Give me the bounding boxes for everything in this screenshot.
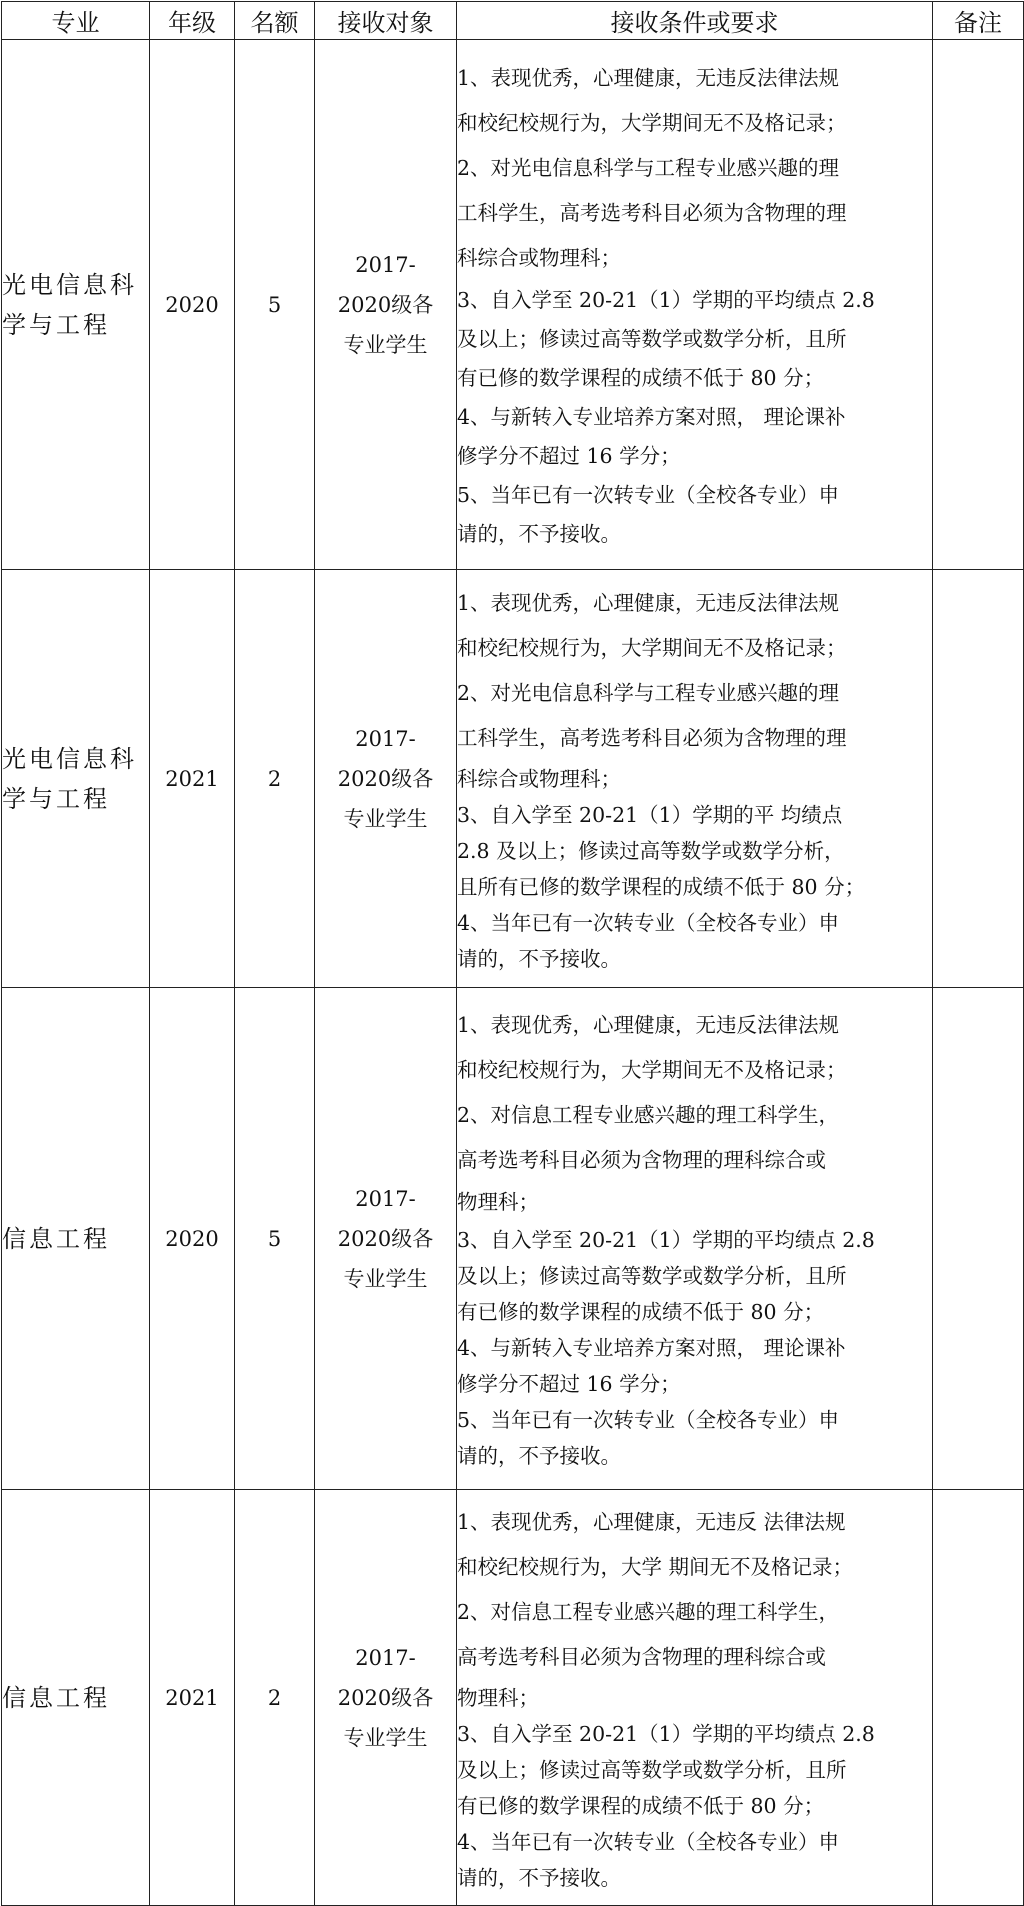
requirement-line: 修学分不超过 16 学分； <box>457 1372 681 1396</box>
requirements-cell <box>457 40 933 570</box>
requirement-line: 请的，不予接收。 <box>457 1865 621 1890</box>
requirement-line: 2.8 及以上；修读过高等数学或数学分析， <box>457 838 845 863</box>
target-text: 2017-2020级各专业学生 <box>337 1186 434 1291</box>
requirements-cell <box>457 988 933 1490</box>
requirement-line: 3、自入学至 20-21（1）学期的平均绩点 2.8 <box>457 1228 875 1252</box>
grade-cell: 2020 <box>150 40 235 570</box>
requirement-line: 2、对光电信息科学与工程专业感兴趣的理 <box>457 155 840 180</box>
requirement-line: 请的，不予接收。 <box>457 1444 621 1468</box>
grade-cell: 2021 <box>150 1490 235 1906</box>
requirements-cell <box>457 570 933 988</box>
requirement-line: 科综合或物理科； <box>457 766 621 791</box>
quota-cell: 5 <box>235 40 315 570</box>
requirement-line: 工科学生，高考选考科目必须为含物理的理 <box>457 725 847 750</box>
major-cell: 光电信息科学与工程 <box>2 570 150 988</box>
requirement-line: 4、当年已有一次转专业（全校各专业）申 <box>457 1829 840 1854</box>
requirement-line: 4、与新转入专业培养方案对照， 理论课补 <box>457 1336 846 1360</box>
table-row <box>2 570 1024 988</box>
requirement-line: 1、表现优秀，心理健康，无违反 法律法规 <box>457 1509 846 1534</box>
grade-cell: 2020 <box>150 988 235 1490</box>
quota-cell: 2 <box>235 570 315 988</box>
requirement-line: 高考选考科目必须为含物理的理科综合或 <box>457 1148 826 1172</box>
requirement-line: 请的，不予接收。 <box>457 521 621 546</box>
note-cell <box>933 988 1024 1490</box>
requirement-line: 2、对信息工程专业感兴趣的理工科学生， <box>457 1103 840 1127</box>
quota-cell: 5 <box>235 988 315 1490</box>
transfer-admission-table <box>1 1 1024 1906</box>
requirement-line: 和校纪校规行为，大学期间无不及格记录； <box>457 110 847 135</box>
header-requirements: 接收条件或要求 <box>457 2 933 40</box>
requirement-line: 及以上；修读过高等数学或数学分析，且所 <box>457 326 847 351</box>
requirement-line: 有已修的数学课程的成绩不低于 80 分； <box>457 365 825 390</box>
requirement-line: 5、当年已有一次转专业（全校各专业）申 <box>457 1408 840 1432</box>
target-cell <box>315 570 457 988</box>
major-cell: 光电信息科学与工程 <box>2 40 150 570</box>
requirement-line: 工科学生，高考选考科目必须为含物理的理 <box>457 200 847 225</box>
table-row <box>2 1490 1024 1906</box>
requirement-line: 及以上；修读过高等数学或数学分析，且所 <box>457 1264 847 1288</box>
requirement-line: 2、对信息工程专业感兴趣的理工科学生， <box>457 1599 840 1624</box>
requirement-line: 3、自入学至 20-21（1）学期的平 均绩点 <box>457 802 843 827</box>
requirements-cell <box>457 1490 933 1906</box>
requirement-line: 请的，不予接收。 <box>457 946 621 971</box>
header-row <box>2 2 1024 40</box>
requirement-line: 科综合或物理科； <box>457 245 621 270</box>
target-cell <box>315 988 457 1490</box>
target-text: 2017-2020级各专业学生 <box>337 252 434 357</box>
header-target: 接收对象 <box>315 2 457 40</box>
target-cell <box>315 1490 457 1906</box>
note-cell <box>933 570 1024 988</box>
header-grade: 年级 <box>150 2 235 40</box>
header-quota: 名额 <box>235 2 315 40</box>
requirement-line: 有已修的数学课程的成绩不低于 80 分； <box>457 1300 825 1324</box>
requirement-line: 修学分不超过 16 学分； <box>457 443 681 468</box>
requirement-line: 物理科； <box>457 1685 539 1710</box>
requirement-line: 3、自入学至 20-21（1）学期的平均绩点 2.8 <box>457 1721 875 1746</box>
grade-cell: 2021 <box>150 570 235 988</box>
target-cell <box>315 40 457 570</box>
target-text: 2017-2020级各专业学生 <box>337 1645 434 1750</box>
requirement-line: 和校纪校规行为，大学 期间无不及格记录； <box>457 1554 854 1579</box>
requirement-line: 2、对光电信息科学与工程专业感兴趣的理 <box>457 680 840 705</box>
major-cell: 信息工程 <box>2 1490 150 1906</box>
requirement-line: 1、表现优秀，心理健康，无违反法律法规 <box>457 65 840 90</box>
header-major: 专业 <box>2 2 150 40</box>
table-row <box>2 988 1024 1490</box>
requirement-line: 1、表现优秀，心理健康，无违反法律法规 <box>457 1013 840 1037</box>
header-note: 备注 <box>933 2 1024 40</box>
requirement-line: 和校纪校规行为，大学期间无不及格记录； <box>457 1058 847 1082</box>
requirement-line: 4、当年已有一次转专业（全校各专业）申 <box>457 910 840 935</box>
note-cell <box>933 40 1024 570</box>
requirement-line: 且所有已修的数学课程的成绩不低于 80 分； <box>457 874 866 899</box>
requirement-line: 有已修的数学课程的成绩不低于 80 分； <box>457 1793 825 1818</box>
note-cell <box>933 1490 1024 1906</box>
requirement-line: 5、当年已有一次转专业（全校各专业）申 <box>457 482 840 507</box>
requirement-line: 高考选考科目必须为含物理的理科综合或 <box>457 1644 826 1669</box>
requirement-line: 4、与新转入专业培养方案对照， 理论课补 <box>457 404 846 429</box>
requirement-line: 1、表现优秀，心理健康，无违反法律法规 <box>457 590 840 615</box>
table-row <box>2 40 1024 570</box>
requirement-line: 3、自入学至 20-21（1）学期的平均绩点 2.8 <box>457 287 875 312</box>
major-cell: 信息工程 <box>2 988 150 1490</box>
requirement-line: 及以上；修读过高等数学或数学分析，且所 <box>457 1757 847 1782</box>
requirement-line: 和校纪校规行为，大学期间无不及格记录； <box>457 635 847 660</box>
target-text: 2017-2020级各专业学生 <box>337 726 434 831</box>
quota-cell: 2 <box>235 1490 315 1906</box>
requirement-line: 物理科； <box>457 1190 539 1214</box>
